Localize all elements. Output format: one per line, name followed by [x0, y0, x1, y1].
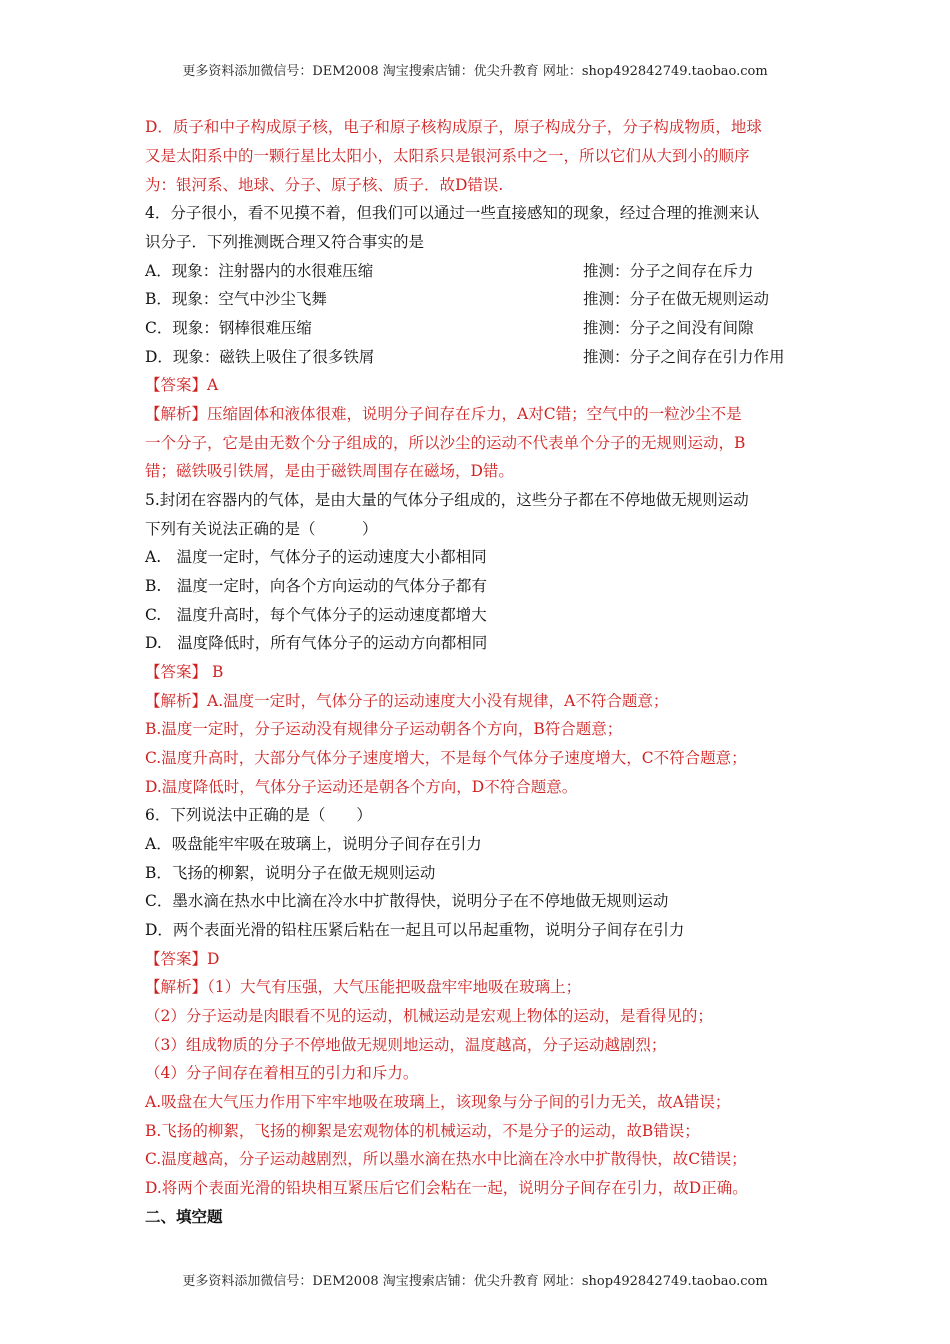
- q6-answer: [145, 949, 219, 969]
- q5-stem-1: 5.封闭在容器内的气体，是由大量的气体分子组成的，这些分子都在不停地做无规则运动: [145, 491, 749, 509]
- q5-analysis-2: B.温度一定时，分子运动没有规律分子运动朝各个方向，B符合题意；: [145, 720, 623, 738]
- q6-option-c: C．墨水滴在热水中比滴在冷水中扩散得快，说明分子在不停地做无规则运动: [145, 892, 669, 910]
- q6-analysis-7: C.温度越高，分子运动越剧烈，所以墨水滴在热水中比滴在冷水中扩散得快，故C错误；: [145, 1150, 747, 1168]
- q5-option-c: C. 温度升高时，每个气体分子的运动速度都增大: [145, 606, 487, 624]
- page-footer: 更多资料添加微信号：DEM2008 淘宝搜索店铺：优尖升教育 网址：shop492842749.taobao.com: [182, 1274, 768, 1289]
- answer-value: D: [207, 950, 220, 968]
- q6-analysis-6: B.飞扬的柳絮，飞扬的柳絮是宏观物体的机械运动，不是分子的运动，故B错误；: [145, 1122, 700, 1140]
- q4-option-a-inference: 推测：分子之间存在斥力: [583, 262, 754, 280]
- q4-option-b-phenomenon: B．现象：空气中沙尘飞舞: [145, 290, 327, 308]
- q5-option-a: A. 温度一定时，气体分子的运动速度大小都相同: [145, 548, 487, 566]
- q4-option-b-inference: 推测：分子在做无规则运动: [583, 290, 770, 308]
- q4-option-c-phenomenon: C．现象：钢棒很难压缩: [145, 319, 312, 337]
- q5-stem-2: 下列有关说法正确的是（ ）: [145, 520, 378, 538]
- q4-option-a: [145, 261, 754, 281]
- q4-analysis-3: 错；磁铁吸引铁屑，是由于磁铁周围存在磁场，D错。: [145, 462, 514, 480]
- q4-option-a-phenomenon: A．现象：注射器内的水很难压缩: [145, 262, 374, 280]
- q6-analysis-8: D.将两个表面光滑的铅块相互紧压后它们会粘在一起，说明分子间存在引力，故D正确。: [145, 1179, 748, 1197]
- q6-stem: 6．下列说法中正确的是（ ）: [145, 806, 372, 824]
- answer-value: A: [207, 376, 219, 394]
- q4-option-d-phenomenon: D．现象：磁铁上吸住了很多铁屑: [145, 348, 375, 366]
- q6-analysis-2: （2）分子运动是肉眼看不见的运动，机械运动是宏观上物体的运动，是看得见的；: [145, 1007, 713, 1025]
- answer-label: 【答案】: [145, 950, 208, 968]
- q6-option-a: A．吸盘能牢牢吸在玻璃上，说明分子间存在引力: [145, 835, 482, 853]
- q6-analysis-3: （3）组成物质的分子不停地做无规则地运动，温度越高，分子运动越剧烈；: [145, 1036, 667, 1054]
- q6-option-b: B．飞扬的柳絮，说明分子在做无规则运动: [145, 864, 436, 882]
- analysis-text: 压缩固体和液体很难，说明分子间存在斥力，A对C错；空气中的一粒沙尘不是: [207, 405, 742, 423]
- answer-label: 【答案】: [145, 663, 208, 681]
- analysis-text: A.温度一定时，气体分子的运动速度大小没有规律，A不符合题意；: [207, 692, 669, 710]
- q4-stem-1: 4．分子很小，看不见摸不着，但我们可以通过一些直接感知的现象，经过合理的推测来认: [145, 204, 760, 222]
- q5-analysis-1: [145, 691, 668, 711]
- answer-value: B: [207, 663, 224, 681]
- q4-analysis-2: 一个分子，它是由无数个分子组成的，所以沙尘的运动不代表单个分子的无规则运动，B: [145, 434, 746, 452]
- q5-analysis-4: D.温度降低时，气体分子运动还是朝各个方向，D不符合题意。: [145, 778, 578, 796]
- q6-option-d: D．两个表面光滑的铅柱压紧后粘在一起且可以吊起重物，说明分子间存在引力: [145, 921, 685, 939]
- q3-line-1: D．质子和中子构成原子核，电子和原子核构成原子，原子构成分子，分子构成物质，地球: [145, 118, 762, 136]
- q5-answer: [145, 662, 223, 682]
- q6-analysis-1: [145, 977, 581, 997]
- q5-analysis-3: C.温度升高时，大部分气体分子速度增大，不是每个气体分子速度增大，C不符合题意；: [145, 749, 747, 767]
- section-title: 二、填空题: [145, 1207, 223, 1226]
- answer-label: 【答案】: [145, 376, 208, 394]
- q3-line-2: 又是太阳系中的一颗行星比太阳小，太阳系只是银河系中之一，所以它们从大到小的顺序: [145, 147, 750, 165]
- q5-option-d: D. 温度降低时，所有气体分子的运动方向都相同: [145, 634, 488, 652]
- q4-option-d-inference: 推测：分子之间存在引力作用: [583, 348, 785, 366]
- analysis-label: 【解析】: [145, 978, 208, 996]
- analysis-text: （1）大气有压强，大气压能把吸盘牢牢地吸在玻璃上；: [207, 978, 582, 996]
- analysis-label: 【解析】: [145, 692, 208, 710]
- q6-analysis-4: （4）分子间存在着相互的引力和斥力。: [145, 1064, 419, 1082]
- q6-analysis-5: A.吸盘在大气压力作用下牢牢地吸在玻璃上，该现象与分子间的引力无关，故A错误；: [145, 1093, 731, 1111]
- q4-option-c-inference: 推测：分子之间没有间隙: [583, 319, 754, 337]
- q4-option-d: [145, 347, 785, 367]
- q3-line-3: 为：银河系、地球、分子、原子核、质子．故D错误.: [145, 176, 504, 194]
- analysis-label: 【解析】: [145, 405, 208, 423]
- page-header: 更多资料添加微信号：DEM2008 淘宝搜索店铺：优尖升教育 网址：shop492842749.taobao.com: [182, 64, 768, 79]
- q4-analysis-1: [145, 404, 742, 424]
- q4-option-c: [145, 318, 754, 338]
- q4-stem-2: 识分子．下列推测既合理又符合事实的是: [145, 233, 425, 251]
- q4-option-b: [145, 289, 770, 309]
- q5-option-b: B. 温度一定时，向各个方向运动的气体分子都有: [145, 577, 487, 595]
- q4-answer: [145, 375, 218, 395]
